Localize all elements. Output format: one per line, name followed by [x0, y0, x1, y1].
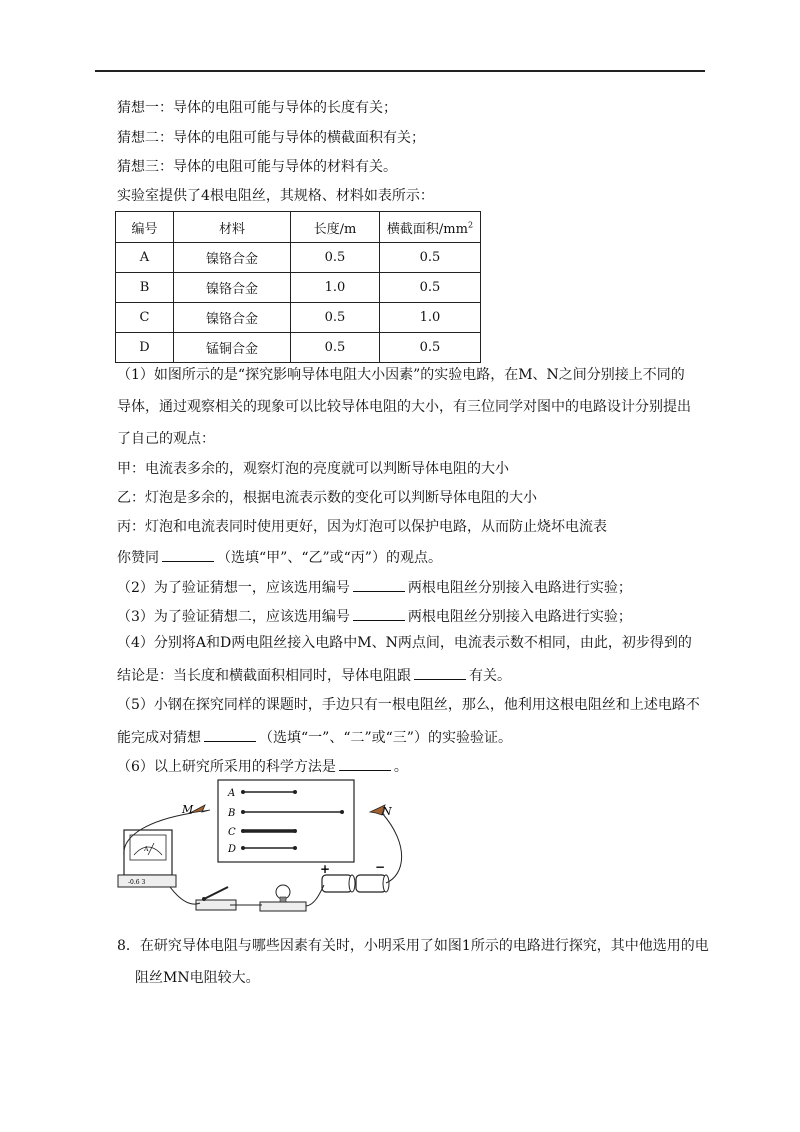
hypothesis-1: 猜想一：导体的电阻可能与导体的长度有关； [117, 100, 397, 116]
answer-blank[interactable] [339, 756, 391, 771]
answer-blank[interactable] [204, 727, 256, 742]
opinion-yi: 乙：灯泡是多余的，根据电流表示数的变化可以判断导体电阻的大小 [117, 490, 537, 506]
answer-blank[interactable] [162, 547, 214, 562]
opinion-jia: 甲：电流表多余的，观察灯泡的亮度就可以判断导体电阻的大小 [117, 461, 509, 477]
q4-line1: （4）分别将A和D两电阻丝接入电路中M、N两点间，电流表示数不相同，由此，初步得到的 [117, 635, 692, 651]
hypothesis-3: 猜想三：导体的电阻可能与导体的材料有关。 [117, 159, 397, 175]
battery-plus: + [320, 862, 331, 876]
ammeter-label: A [144, 846, 149, 853]
q1-line2: 导体，通过观察相关的现象可以比较导体电阻的大小，有三位同学对图中的电路设计分别提出 [117, 399, 691, 415]
cell-id: A [116, 243, 174, 273]
label-n: N [382, 805, 392, 818]
circuit-figure [110, 775, 430, 925]
ammeter-icon [118, 830, 176, 887]
header-material: 材料 [174, 212, 291, 243]
cell-id: D [116, 333, 174, 363]
q1-line1: （1）如图所示的是“探究影响导体电阻大小因素”的实验电路，在M、N之间分别接上不同的 [117, 367, 685, 383]
battery-minus: − [375, 860, 386, 874]
cell-area: 0.5 [380, 243, 481, 273]
switch-icon [196, 887, 236, 910]
cell-id: C [116, 303, 174, 333]
table-row [116, 303, 481, 333]
bulb-icon [260, 885, 306, 911]
q1-line3: 了自己的观点： [117, 431, 215, 447]
wire-label-b: B [228, 808, 236, 819]
cell-area: 0.5 [380, 333, 481, 363]
wire-label-d: D [228, 844, 237, 855]
cell-material: 镍铬合金 [174, 303, 291, 333]
cell-length: 0.5 [291, 333, 380, 363]
cell-id: B [116, 273, 174, 303]
answer-blank[interactable] [353, 577, 405, 592]
header-length: 长度/m [291, 212, 380, 243]
opinion-bing: 丙：灯泡和电流表同时使用更好，因为灯泡可以保护电路，从而防止烧坏电流表 [117, 519, 607, 535]
q8-line2: 阻丝MN电阻较大。 [135, 970, 260, 986]
header-rule [95, 70, 705, 72]
cell-length: 0.5 [291, 303, 380, 333]
cell-area: 0.5 [380, 273, 481, 303]
header-id: 编号 [116, 212, 174, 243]
ammeter-scale: -0.6 3 [128, 879, 146, 886]
table-row [116, 273, 481, 303]
cell-length: 0.5 [291, 243, 380, 273]
hypothesis-2: 猜想二：导体的电阻可能与导体的横截面积有关； [117, 130, 425, 146]
resistance-wire-table [115, 211, 481, 363]
cell-length: 1.0 [291, 273, 380, 303]
wire-label-a: A [228, 788, 236, 799]
wire-label-c: C [228, 827, 236, 838]
q2: （2）为了验证猜想一，应该选用编号 两根电阻丝分别接入电路进行实验； [117, 577, 632, 597]
q4-line2: 结论是：当长度和横截面积相同时，导体电阻跟 有关。 [117, 665, 511, 685]
q8-line1: 8．在研究导体电阻与哪些因素有关时，小明采用了如图1所示的电路进行探究，其中他选用的电 [117, 938, 709, 954]
table-header-row [116, 212, 481, 243]
q5-line1: （5）小钢在探究同样的课题时，手边只有一根电阻丝，那么，他利用这根电阻丝和上述电路不 [117, 697, 700, 713]
intro-text: 实验室提供了4根电阻丝，其规格、材料如表所示： [117, 188, 434, 204]
header-area: 横截面积$/mm^2$ [380, 212, 481, 243]
q1-question: 你赞同 （选填“甲”、“乙”或“丙”）的观点。 [117, 547, 442, 567]
answer-blank[interactable] [353, 606, 405, 621]
cell-material: 锰铜合金 [174, 333, 291, 363]
q6: （6）以上研究所采用的科学方法是 。 [117, 756, 408, 776]
q3: （3）为了验证猜想二，应该选用编号 两根电阻丝分别接入电路进行实验； [117, 606, 632, 626]
cell-material: 镍铬合金 [174, 243, 291, 273]
answer-blank[interactable] [414, 665, 466, 680]
battery-icon [322, 875, 389, 892]
cell-area: 1.0 [380, 303, 481, 333]
label-m: M [182, 803, 194, 816]
table-row [116, 243, 481, 273]
table-row [116, 333, 481, 363]
q5-line2: 能完成对猜想 （选填“一”、“二”或“三”）的实验验证。 [117, 727, 512, 747]
cell-material: 镍铬合金 [174, 273, 291, 303]
